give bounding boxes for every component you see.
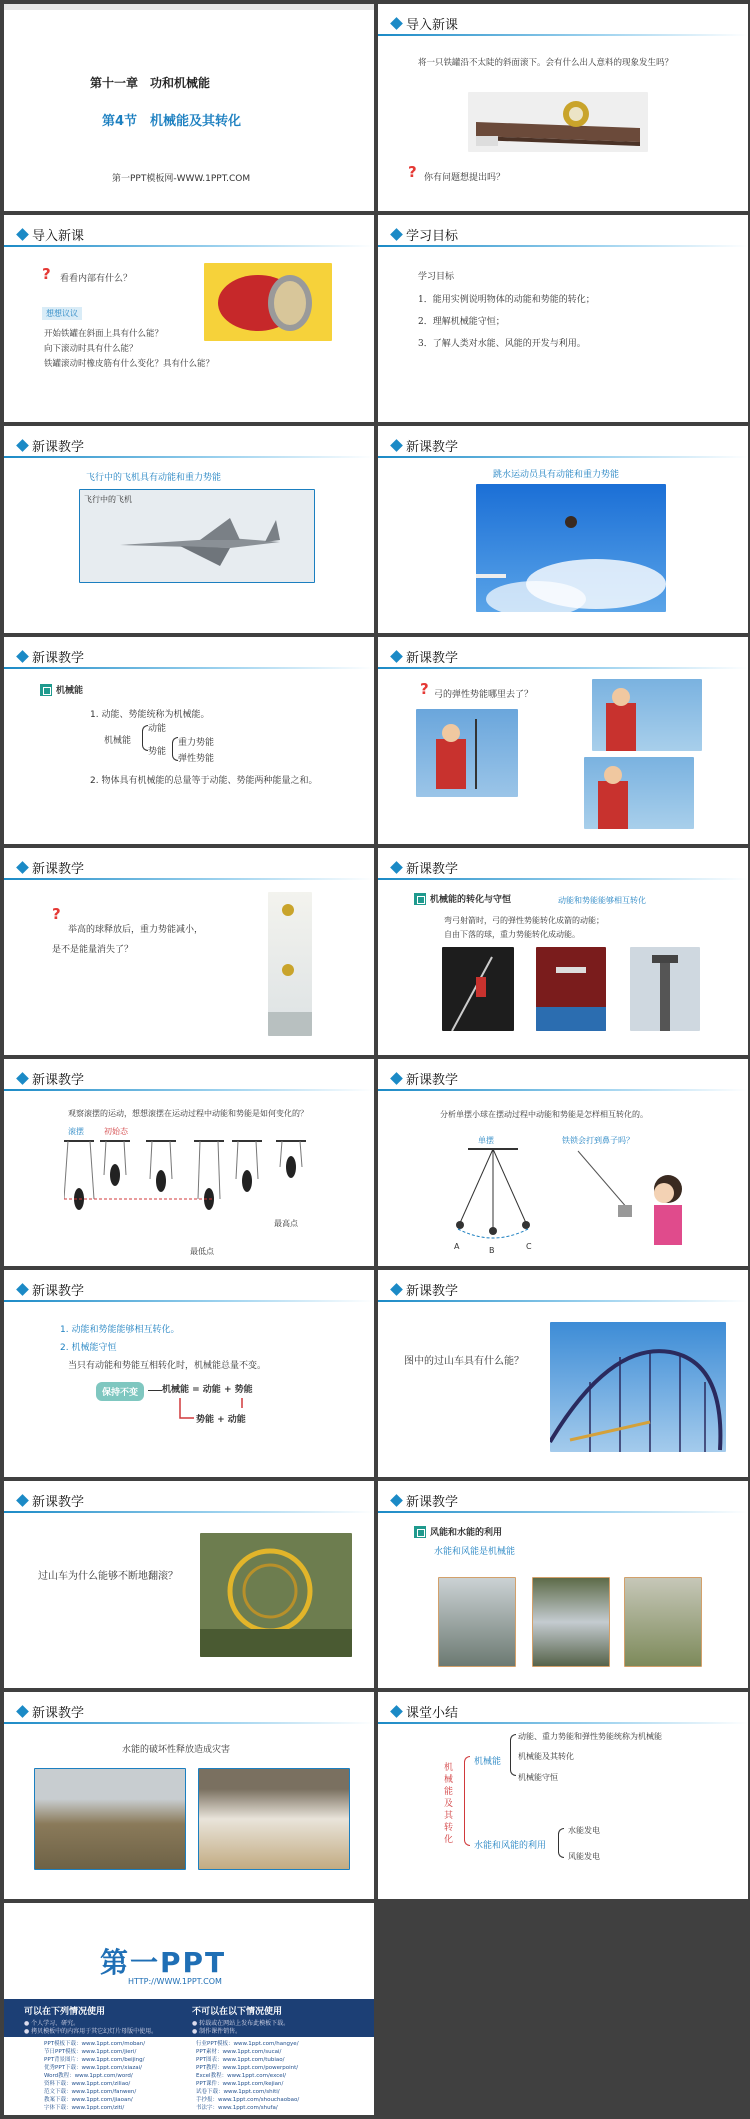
footer-link[interactable]: 手抄报：www.1ppt.com/shouchaobao/ bbox=[196, 2097, 300, 2103]
diamond-icon bbox=[16, 1283, 29, 1296]
slide-3[interactable] bbox=[4, 215, 374, 422]
footer-link[interactable]: 资料下载：www.1ppt.com/ziliao/ bbox=[44, 2081, 131, 2087]
node-water-wind: 水能和风能的利用 bbox=[474, 1841, 547, 1851]
section-title: 第4节 机械能及其转化 bbox=[102, 114, 242, 129]
label-A: A bbox=[454, 1242, 460, 1251]
diamond-icon bbox=[390, 1705, 403, 1718]
point-2: 2. 物体具有机械能的总量等于动能、势能两种能量之和。 bbox=[90, 776, 318, 786]
root-brace bbox=[464, 1756, 470, 1846]
diamond-icon bbox=[16, 439, 29, 452]
question-text: 过山车为什么能够不断地翻滚？ bbox=[38, 1571, 178, 1582]
loop-coaster-image bbox=[200, 1533, 352, 1657]
slide-header: 导入新课 bbox=[378, 14, 458, 32]
tag-icon bbox=[414, 1526, 426, 1538]
slide-header: 新课教学 bbox=[4, 1280, 84, 1298]
image-label: 飞行中的飞机 bbox=[84, 495, 132, 504]
slide-8[interactable] bbox=[378, 637, 748, 844]
slide-header: 新课教学 bbox=[4, 647, 84, 665]
can-use-title: 可以在下列情况使用 bbox=[24, 2007, 106, 2017]
slide-header: 新课教学 bbox=[378, 858, 458, 876]
slide-10[interactable] bbox=[378, 848, 748, 1055]
footer-link[interactable]: PPT背景图片：www.1ppt.com/beijing/ bbox=[44, 2057, 145, 2063]
diamond-icon bbox=[390, 1072, 403, 1085]
formula-2: 势能 + 动能 bbox=[196, 1415, 246, 1425]
question-line-2: 是不是能量消失了？ bbox=[52, 945, 134, 955]
tree-gravity: 重力势能 bbox=[178, 738, 215, 748]
chapter-title: 第十一章 功和机械能 bbox=[90, 76, 211, 90]
footer-link[interactable]: PPT图表：www.1ppt.com/tubiao/ bbox=[196, 2057, 285, 2063]
pole-vault-image bbox=[442, 947, 514, 1031]
question-text: 分析单摆小球在摆动过程中动能和势能是怎样相互转化的。 bbox=[440, 1110, 648, 1119]
section-subtitle: 水能和风能是机械能 bbox=[434, 1547, 516, 1557]
girl-lock-image bbox=[568, 1149, 698, 1249]
links-left bbox=[44, 2040, 145, 2112]
slide-header: 新课教学 bbox=[4, 436, 84, 454]
slide-4[interactable] bbox=[378, 215, 748, 422]
cannot-use-1: ● 转载或在网站上发布此模板下载。 bbox=[192, 2020, 290, 2027]
label-lowest: 最低点 bbox=[190, 1247, 214, 1256]
slide-13[interactable] bbox=[4, 1270, 374, 1477]
tree-root: 机械能 bbox=[104, 736, 132, 746]
goal-3: 3．了解人类对水能、风能的开发与利用。 bbox=[418, 339, 586, 349]
footer-link[interactable]: PPT教程：www.1ppt.com/powerpoint/ bbox=[196, 2065, 299, 2071]
brace-2 bbox=[558, 1828, 564, 1858]
arrow-1 bbox=[148, 1390, 162, 1391]
constant-badge: 保持不变 bbox=[96, 1382, 144, 1401]
leaf-1a: 动能、重力势能和弹性势能统称为机械能 bbox=[518, 1732, 662, 1741]
diamond-icon bbox=[390, 861, 403, 874]
question-icon: ? bbox=[408, 163, 417, 181]
slide-19[interactable] bbox=[4, 1903, 374, 2115]
diamond-icon bbox=[16, 861, 29, 874]
footer-link[interactable]: 行业PPT模板：www.1ppt.com/hangye/ bbox=[196, 2041, 299, 2047]
point-1: 1. 动能、势能统称为机械能。 bbox=[90, 710, 210, 720]
slide-caption: 跳水运动员具有动能和重力势能 bbox=[493, 470, 620, 480]
question-icon: ? bbox=[52, 905, 61, 923]
footer-link[interactable]: 范文下载：www.1ppt.com/fanwen/ bbox=[44, 2089, 137, 2095]
slide-14[interactable] bbox=[378, 1270, 748, 1477]
cannot-use-2: ● 制作课件销售。 bbox=[192, 2028, 242, 2035]
goals-subtitle: 学习目标 bbox=[418, 272, 455, 282]
slide-18[interactable] bbox=[378, 1692, 748, 1899]
can-use-2: ● 拷贝模板中的内容用于其它幻灯片母版中使用。 bbox=[24, 2028, 158, 2035]
discuss-line-3: 铁罐滚动时橡皮筋有什么变化？具有什么能？ bbox=[44, 359, 215, 369]
diamond-icon bbox=[16, 228, 29, 241]
question-icon: ? bbox=[420, 680, 429, 698]
diamond-icon bbox=[390, 17, 403, 30]
tower-image bbox=[630, 947, 700, 1031]
diamond-icon bbox=[390, 1283, 403, 1296]
goal-1: 1．能用实例说明物体的动能和势能的转化； bbox=[418, 295, 595, 305]
leaf-1b: 机械能及其转化 bbox=[518, 1752, 574, 1761]
diamond-icon bbox=[390, 650, 403, 663]
leaf-2a: 水能发电 bbox=[568, 1826, 600, 1835]
diamond-icon bbox=[16, 1494, 29, 1507]
diving-tower-image bbox=[536, 947, 606, 1031]
logo-url: HTTP://WWW.1PPT.COM bbox=[128, 1977, 222, 1986]
node-mechanical-energy: 机械能 bbox=[474, 1757, 502, 1767]
footer-link[interactable]: PPT素材：www.1ppt.com/sucai/ bbox=[196, 2049, 282, 2055]
slide-12[interactable] bbox=[378, 1059, 748, 1266]
section-tag: 机械能的转化与守恒 bbox=[414, 892, 511, 905]
goal-2: 2．理解机械能守恒； bbox=[418, 317, 505, 327]
dam-release-image bbox=[198, 1768, 350, 1870]
footer-link[interactable]: Word教程：www.1ppt.com/word/ bbox=[44, 2073, 133, 2079]
slide-5[interactable] bbox=[4, 426, 374, 633]
example-line-1: 弯弓射箭时，弓的弹性势能转化成箭的动能； bbox=[444, 916, 604, 925]
logo: 第一PPT bbox=[100, 1946, 227, 1979]
slide-6[interactable] bbox=[378, 426, 748, 633]
can-on-slope-image bbox=[468, 92, 648, 152]
discuss-line-2: 向下滚动时具有什么能？ bbox=[44, 344, 138, 354]
question-text: 看看内部有什么？ bbox=[60, 274, 133, 284]
footer-link[interactable]: 优秀PPT下载：www.1ppt.com/xiazai/ bbox=[44, 2065, 143, 2071]
footer-link[interactable]: 字体下载：www.1ppt.com/ziti/ bbox=[44, 2105, 125, 2111]
archer-image-1 bbox=[416, 709, 518, 797]
slide-11[interactable] bbox=[4, 1059, 374, 1266]
section-tag: 机械能 bbox=[40, 683, 83, 696]
can-use-1: ● 个人学习、研究。 bbox=[24, 2020, 80, 2027]
slide-header: 新课教学 bbox=[378, 436, 458, 454]
question-icon: ? bbox=[42, 265, 51, 283]
slide-header: 学习目标 bbox=[378, 225, 458, 243]
jet-plane-image bbox=[79, 489, 315, 583]
river-image bbox=[438, 1577, 516, 1667]
flood-image bbox=[34, 1768, 186, 1870]
tree-kinetic: 动能 bbox=[148, 724, 167, 734]
diamond-icon bbox=[16, 650, 29, 663]
diver-image bbox=[476, 484, 666, 612]
diamond-icon bbox=[390, 439, 403, 452]
footer-link[interactable]: 节日PPT模板：www.1ppt.com/jieri/ bbox=[44, 2049, 137, 2055]
label-lock-question: 铁锁会打到鼻子吗？ bbox=[562, 1136, 634, 1145]
brace-1 bbox=[510, 1734, 516, 1776]
slide-caption: 飞行中的飞机具有动能和重力势能 bbox=[86, 473, 222, 483]
section-subtitle: 动能和势能能够相互转化 bbox=[558, 896, 646, 905]
example-line-2: 自由下落的球，重力势能转化成动能。 bbox=[444, 930, 580, 939]
slide-header: 新课教学 bbox=[4, 1491, 84, 1509]
slide-1[interactable] bbox=[4, 4, 374, 211]
question-text: 弓的弹性势能哪里去了？ bbox=[434, 690, 534, 700]
can-inside-image bbox=[204, 263, 332, 341]
footer-link[interactable]: 教案下载：www.1ppt.com/jiaoan/ bbox=[44, 2097, 133, 2103]
point-1: 1. 动能和势能能够相互转化。 bbox=[60, 1325, 180, 1335]
slide-header: 新课教学 bbox=[4, 1069, 84, 1087]
slide-16[interactable] bbox=[378, 1481, 748, 1688]
pendulum-diagram bbox=[438, 1147, 558, 1247]
label-pendulum: 单摆 bbox=[478, 1136, 494, 1145]
waterfall-image bbox=[532, 1577, 610, 1667]
slide-header: 新课教学 bbox=[4, 858, 84, 876]
slide-header: 新课教学 bbox=[4, 1702, 84, 1720]
diamond-icon bbox=[16, 1072, 29, 1085]
footer-link[interactable]: 书法字：www.1ppt.com/shufa/ bbox=[196, 2105, 278, 2111]
cannot-use-title: 不可以在以下情况使用 bbox=[192, 2007, 283, 2017]
falling-ball-image bbox=[268, 892, 312, 1036]
tree-elastic: 弹性势能 bbox=[178, 754, 215, 764]
slide-9[interactable] bbox=[4, 848, 374, 1055]
summary-root: 机械能及其转化 bbox=[444, 1763, 454, 1845]
footer-link[interactable]: PPT模板下载：www.1ppt.com/moban/ bbox=[44, 2041, 146, 2047]
windy-trees-image bbox=[624, 1577, 702, 1667]
slide-caption: 水能的破坏性释放造成灾害 bbox=[122, 1745, 231, 1755]
formula-1: 机械能 = 动能 + 势能 bbox=[162, 1385, 253, 1395]
archer-image-3 bbox=[584, 757, 694, 829]
ask-text: 你有问题想提出吗？ bbox=[424, 173, 506, 183]
slide-header: 新课教学 bbox=[378, 1280, 458, 1298]
leaf-2b: 风能发电 bbox=[568, 1852, 600, 1861]
tree-potential: 势能 bbox=[148, 747, 167, 757]
footer-link[interactable]: Excel教程：www.1ppt.com/excel/ bbox=[196, 2073, 287, 2079]
diamond-icon bbox=[16, 1705, 29, 1718]
diamond-icon bbox=[390, 1494, 403, 1507]
site-name: 第一PPT模板网-WWW.1PPT.COM bbox=[112, 174, 251, 184]
label-B: B bbox=[489, 1246, 495, 1255]
footer-link[interactable]: PPT课件：www.1ppt.com/kejian/ bbox=[196, 2081, 284, 2087]
roller-coaster-image bbox=[550, 1322, 726, 1452]
question-text: 图中的过山车具有什么能？ bbox=[404, 1356, 524, 1367]
diamond-icon bbox=[390, 228, 403, 241]
leaf-1c: 机械能守恒 bbox=[518, 1773, 558, 1782]
slide-header: 新课教学 bbox=[378, 647, 458, 665]
label-highest: 最高点 bbox=[274, 1219, 298, 1228]
question-text: 观察滚摆的运动，想想滚摆在运动过程中动能和势能是如何变化的？ bbox=[68, 1109, 308, 1118]
footer-link[interactable]: 试卷下载：www.1ppt.com/shiti/ bbox=[196, 2089, 280, 2095]
tag-icon bbox=[414, 893, 426, 905]
tag-icon bbox=[40, 684, 52, 696]
slide-header: 课堂小结 bbox=[378, 1702, 458, 1720]
archer-image-2 bbox=[592, 679, 702, 751]
links-right bbox=[196, 2040, 299, 2112]
section-tag: 风能和水能的利用 bbox=[414, 1525, 502, 1538]
label-yoyo: 滚摆 bbox=[68, 1127, 84, 1136]
slide-header: 导入新课 bbox=[4, 225, 84, 243]
slide-text: 将一只铁罐沿不太陡的斜面滚下。会有什么出人意料的现象发生吗？ bbox=[418, 58, 674, 68]
slide-header: 新课教学 bbox=[378, 1069, 458, 1087]
point-2: 2. 机械能守恒 bbox=[60, 1343, 117, 1353]
slide-17[interactable] bbox=[4, 1692, 374, 1899]
label-C: C bbox=[526, 1242, 532, 1251]
slide-15[interactable] bbox=[4, 1481, 374, 1688]
label-initial: 初始态 bbox=[104, 1127, 128, 1136]
question-line-1: 举高的球释放后，重力势能减小， bbox=[68, 925, 204, 935]
point-3: 当只有动能和势能互相转化时，机械能总量不变。 bbox=[68, 1361, 267, 1371]
slide-7[interactable] bbox=[4, 637, 374, 844]
discuss-label: 想想议议 bbox=[42, 307, 82, 320]
discuss-line-1: 开始铁罐在斜面上具有什么能？ bbox=[44, 329, 164, 339]
slide-header: 新课教学 bbox=[378, 1491, 458, 1509]
slide-2[interactable] bbox=[378, 4, 748, 211]
